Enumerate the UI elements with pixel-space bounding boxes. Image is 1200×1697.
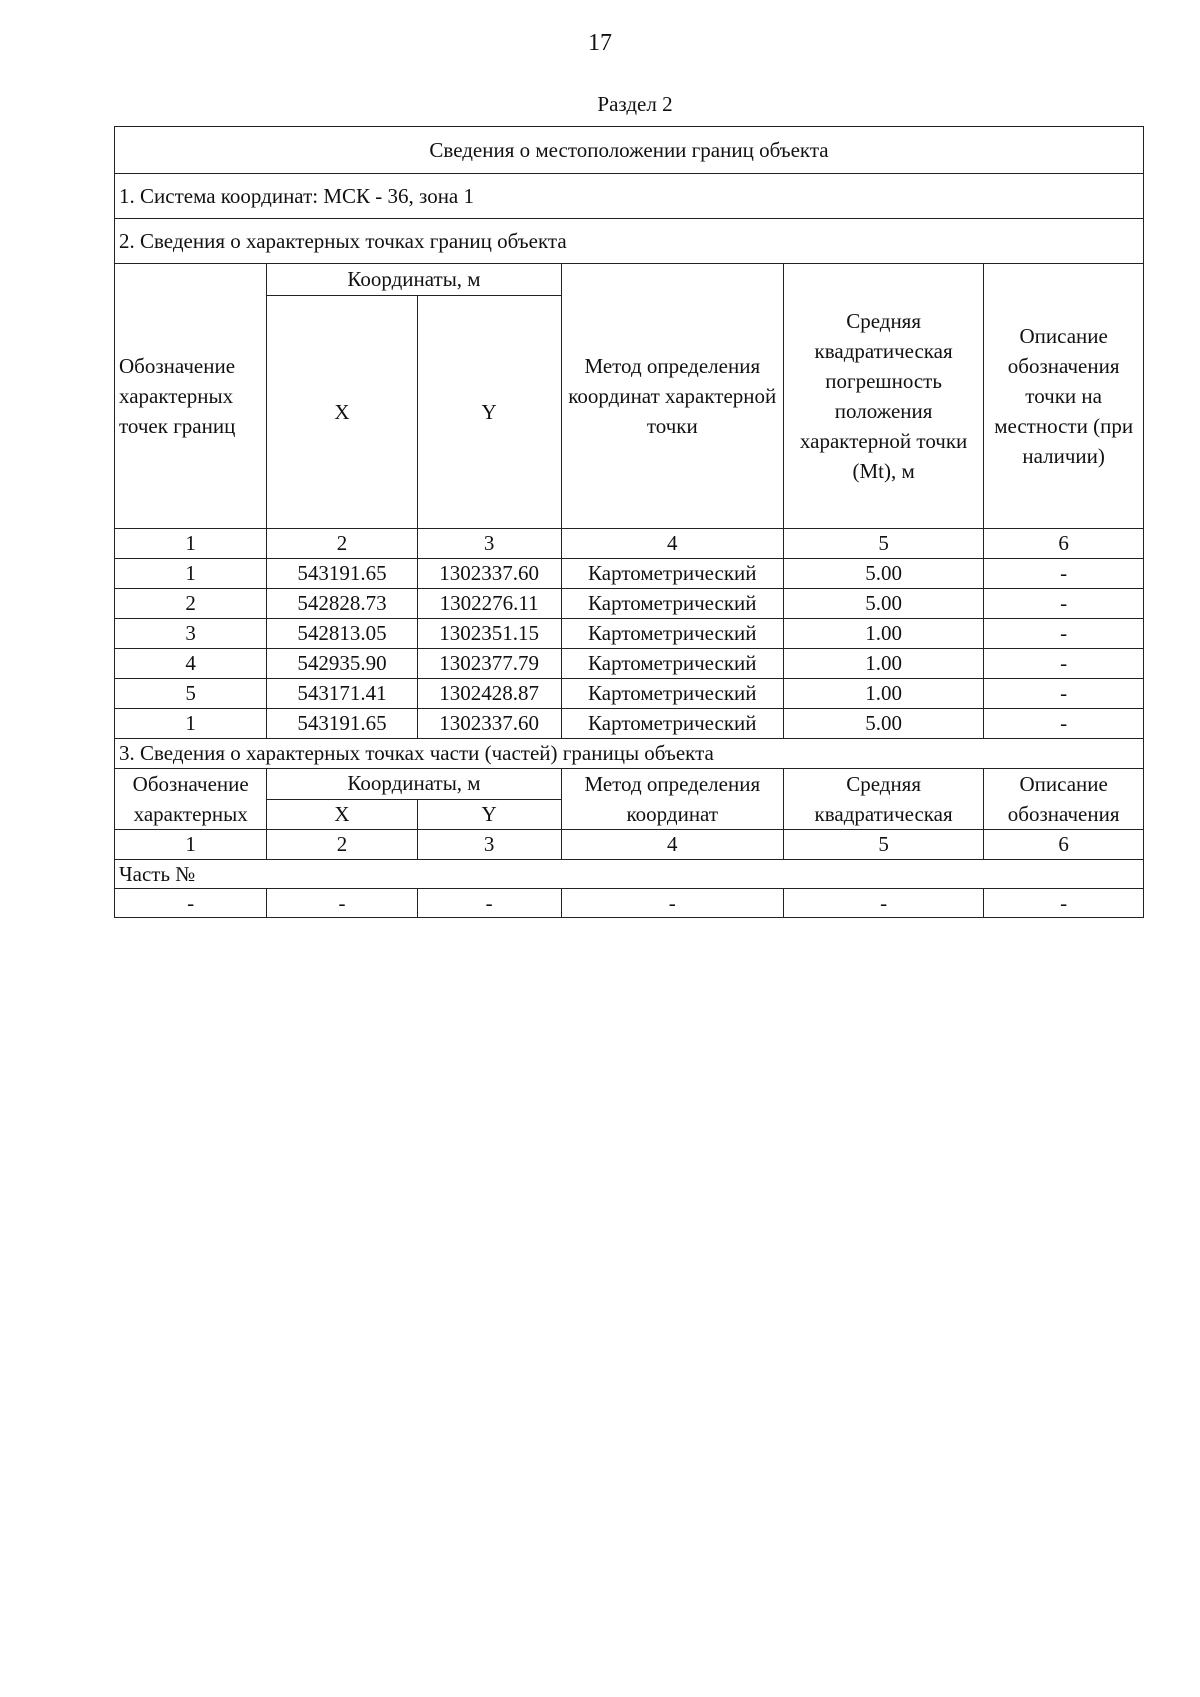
parts-header-method: Метод определения координат <box>561 769 783 830</box>
column-number: 3 <box>417 830 561 860</box>
mt-error: 5.00 <box>783 709 983 739</box>
description: - <box>984 619 1144 649</box>
parts-column-numbers-row <box>115 830 1144 860</box>
coord-x: 542935.90 <box>267 649 417 679</box>
parts-section-title: 3. Сведения о характерных точках части (частей) границы объекта <box>115 739 1144 769</box>
coord-x: 543191.65 <box>267 559 417 589</box>
column-number: 6 <box>984 830 1144 860</box>
table-row <box>115 619 1144 649</box>
coord-x: 543171.41 <box>267 679 417 709</box>
part-cell: - <box>417 889 561 918</box>
method: Картометрический <box>561 679 783 709</box>
column-number: 1 <box>115 529 267 559</box>
method: Картометрический <box>561 559 783 589</box>
method: Картометрический <box>561 589 783 619</box>
column-numbers-row <box>115 529 1144 559</box>
point-id: 4 <box>115 649 267 679</box>
description: - <box>984 649 1144 679</box>
column-number: 3 <box>417 529 561 559</box>
method: Картометрический <box>561 649 783 679</box>
parts-header-coordinates: Координаты, м <box>267 769 561 800</box>
coord-system: 1. Система координат: МСК - 36, зона 1 <box>115 174 1144 219</box>
column-number: 5 <box>783 830 983 860</box>
header-designation: Обозначение характерных точек границ <box>115 264 267 529</box>
boundary-table <box>114 126 1144 918</box>
table-row <box>115 679 1144 709</box>
table-row <box>115 709 1144 739</box>
method: Картометрический <box>561 709 783 739</box>
points-section-title: 2. Сведения о характерных точках границ объекта <box>115 219 1144 264</box>
mt-error: 1.00 <box>783 619 983 649</box>
mt-error: 1.00 <box>783 649 983 679</box>
part-cell: - <box>783 889 983 918</box>
header-x: X <box>267 296 417 529</box>
point-id: 3 <box>115 619 267 649</box>
coord-y: 1302351.15 <box>417 619 561 649</box>
mt-error: 5.00 <box>783 559 983 589</box>
parts-header-error: Средняя квадратическая <box>783 769 983 830</box>
coord-y: 1302337.60 <box>417 559 561 589</box>
column-number: 2 <box>267 529 417 559</box>
coord-x: 543191.65 <box>267 709 417 739</box>
mt-error: 1.00 <box>783 679 983 709</box>
column-number: 1 <box>115 830 267 860</box>
point-id: 1 <box>115 559 267 589</box>
description: - <box>984 679 1144 709</box>
column-number: 5 <box>783 529 983 559</box>
coord-y: 1302377.79 <box>417 649 561 679</box>
coord-x: 542813.05 <box>267 619 417 649</box>
header-description: Описание обозначения точки на местности (при наличии) <box>984 264 1144 529</box>
point-id: 1 <box>115 709 267 739</box>
method: Картометрический <box>561 619 783 649</box>
parts-header-x: X <box>267 799 417 830</box>
table-row <box>115 559 1144 589</box>
header-coordinates: Координаты, м <box>267 264 561 296</box>
column-number: 4 <box>561 529 783 559</box>
parts-header-designation: Обозначение характерных <box>115 769 267 830</box>
coord-y: 1302276.11 <box>417 589 561 619</box>
part-cell: - <box>267 889 417 918</box>
part-cell: - <box>984 889 1144 918</box>
section-label: Раздел 2 <box>597 92 673 116</box>
parts-header-y: Y <box>417 799 561 830</box>
coord-x: 542828.73 <box>267 589 417 619</box>
part-cell: - <box>115 889 267 918</box>
column-number: 2 <box>267 830 417 860</box>
header-error: Средняя квадратическая погрешность положения характерной точки (Mt), м <box>783 264 983 529</box>
parts-header-description: Описание обозначения <box>984 769 1144 830</box>
mt-error: 5.00 <box>783 589 983 619</box>
table-title: Сведения о местоположении границ объекта <box>115 127 1144 174</box>
part-label: Часть № <box>115 860 1144 889</box>
header-method: Метод определения координат характерной точки <box>561 264 783 529</box>
coord-y: 1302428.87 <box>417 679 561 709</box>
page-number: 17 <box>588 30 612 56</box>
column-number: 4 <box>561 830 783 860</box>
column-number: 6 <box>984 529 1144 559</box>
table-row <box>115 889 1144 918</box>
point-id: 5 <box>115 679 267 709</box>
header-y: Y <box>417 296 561 529</box>
table-row <box>115 649 1144 679</box>
table-row <box>115 589 1144 619</box>
description: - <box>984 559 1144 589</box>
part-cell: - <box>561 889 783 918</box>
point-id: 2 <box>115 589 267 619</box>
description: - <box>984 709 1144 739</box>
description: - <box>984 589 1144 619</box>
coord-y: 1302337.60 <box>417 709 561 739</box>
